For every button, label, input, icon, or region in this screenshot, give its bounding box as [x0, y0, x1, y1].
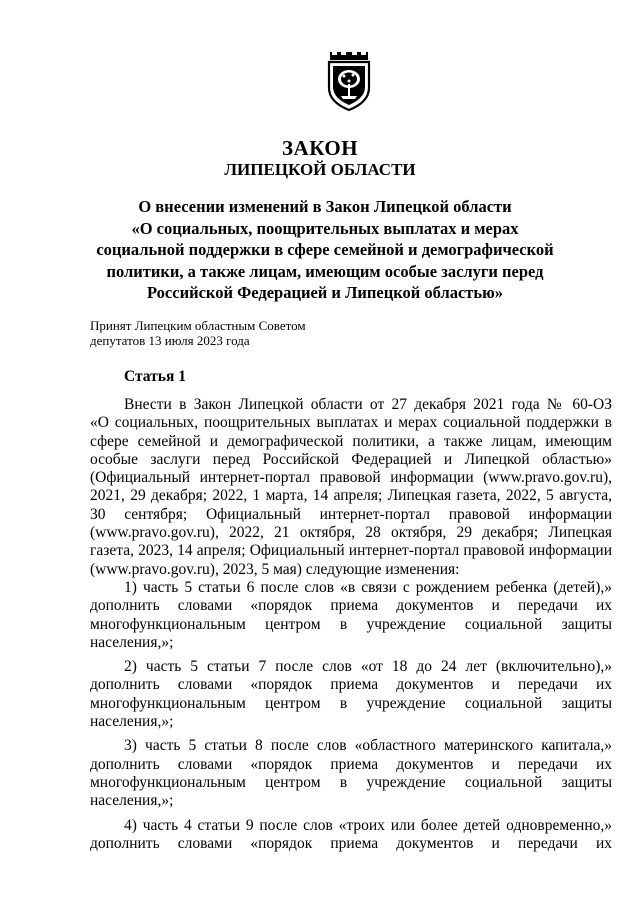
adoption-note [90, 318, 306, 348]
text-line: 4) часть 4 статьи 9 после слов «троих или более детей одновременно,» [124, 816, 612, 834]
text-line: сфере семейной и демографической политики, а также лицам, имеющим [90, 432, 612, 450]
text-line: 2021, 29 декабря; 2022, 1 марта, 14 апреля; Липецкая газета, 2022, 5 августа, [90, 487, 612, 505]
text-line: населения,»; [90, 792, 174, 810]
subtitle-line: «О социальных, поощрительных выплатах и мерах [131, 218, 519, 238]
paragraph-intro [90, 396, 612, 579]
law-region: ЛИПЕЦКОЙ ОБЛАСТИ [224, 160, 416, 179]
text-line: многофункциональным центром в учреждение социальной защиты [90, 615, 612, 633]
text-line: дополнить словами «порядок приема документов и передачи их [90, 676, 612, 694]
text-line: (www.pravo.gov.ru), 2023, 5 мая) следующие изменения: [90, 560, 460, 578]
text-line: «О социальных, поощрительных выплатах и мерах социальной поддержки в [90, 414, 612, 432]
text-line: 30 сентября; Официальный интернет-портал правовой информации [90, 505, 612, 523]
text-line: дополнить словами «порядок приема документов и передачи их [90, 834, 612, 852]
law-subtitle [90, 196, 560, 304]
paragraph-item-1 [90, 579, 612, 652]
text-line: 3) часть 5 статьи 8 после слов «областного материнского капитала,» [124, 737, 612, 755]
text-line: газета, 2023, 14 апреля; Официальный интернет-портал правовой информации [90, 542, 612, 560]
subtitle-line: политики, а также лицам, имеющим особые заслуги перед [106, 261, 544, 281]
text-line: многофункциональным центром в учреждение социальной защиты [90, 694, 612, 712]
text-line: дополнить словами «порядок приема документов и передачи их [90, 755, 612, 773]
text-line: многофункциональным центром в учреждение социальной защиты [90, 773, 612, 791]
text-line: (Официальный интернет-портал правовой информации (www.pravo.gov.ru), [90, 469, 612, 487]
text-line: 1) часть 5 статьи 6 после слов «в связи с рождением ребенка (детей),» [124, 578, 612, 596]
text-line: (www.pravo.gov.ru), 2022, 21 октября, 28 октября, 29 декабря; Липецкая [90, 524, 612, 542]
coat-of-arms-icon [326, 50, 372, 112]
subtitle-line: О внесении изменений в Закон Липецкой области [138, 197, 512, 216]
text-line: Внести в Закон Липецкой области от 27 декабря 2021 года № 60-ОЗ [124, 396, 612, 413]
adoption-line: депутатов 13 июля 2023 года [90, 333, 250, 348]
article-body [90, 396, 612, 853]
adoption-line: Принят Липецким областным Советом [90, 318, 306, 333]
article-heading: Статья 1 [124, 368, 186, 385]
text-line: населения,»; [90, 713, 174, 731]
subtitle-line: социальной поддержки в сфере семейной и демографической [96, 240, 554, 259]
subtitle-line: Российской Федерацией и Липецкой областью» [147, 283, 503, 302]
paragraph-item-4 [90, 817, 612, 854]
text-line: 2) часть 5 статьи 7 после слов «от 18 до 24 лет (включительно),» [124, 658, 612, 676]
law-title: ЗАКОН [281, 136, 359, 160]
paragraph-item-3 [90, 737, 612, 810]
text-line: населения,»; [90, 633, 174, 651]
paragraph-item-2 [90, 658, 612, 731]
text-line: особые заслуги перед Российской Федерацией и Липецкой областью» [90, 450, 612, 468]
text-line: дополнить словами «порядок приема документов и передачи их [90, 597, 612, 615]
